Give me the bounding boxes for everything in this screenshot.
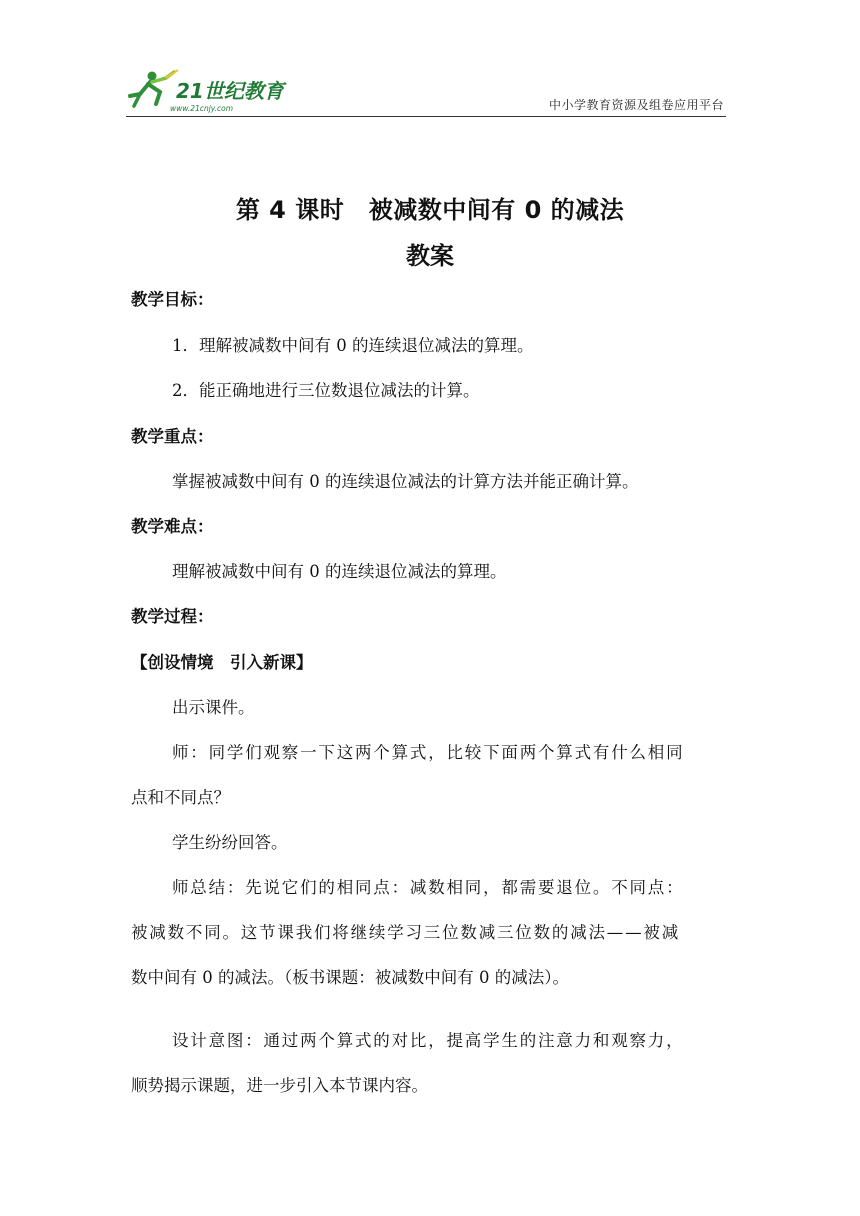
paragraph-4-line-1: 师总结：先说它们的相同点：减数相同，都需要退位。不同点： bbox=[172, 878, 685, 897]
logo-url: www.21cnjy.com bbox=[170, 104, 234, 113]
objectives-heading: 教学目标： bbox=[131, 290, 214, 309]
logo bbox=[126, 66, 296, 114]
document-subtitle: 教案 bbox=[406, 242, 454, 270]
objective-2: 2．能正确地进行三位数退位减法的计算。 bbox=[172, 381, 480, 400]
difficulty-heading: 教学难点： bbox=[131, 517, 214, 536]
paragraph-2-line-1: 师：同学们观察一下这两个算式，比较下面两个算式有什么相同 bbox=[172, 743, 685, 762]
logo-image bbox=[126, 66, 296, 114]
page-header bbox=[126, 66, 726, 117]
paragraph-4-line-2: 被减数不同。这节课我们将继续学习三位数减三位数的减法——被减 bbox=[131, 923, 680, 942]
platform-name: 中小学教育资源及组卷应用平台 bbox=[548, 98, 724, 112]
difficulty-text: 理解被减数中间有 0 的连续退位减法的算理。 bbox=[172, 562, 507, 581]
paragraph-1: 出示课件。 bbox=[172, 698, 255, 717]
section-heading: 【创设情境 引入新课】 bbox=[131, 653, 313, 672]
process-heading: 教学过程： bbox=[131, 607, 214, 626]
paragraph-3: 学生纷纷回答。 bbox=[172, 833, 288, 852]
paragraph-2-line-2: 点和不同点？ bbox=[131, 788, 230, 807]
paragraph-5-line-2: 顺势揭示课题，进一步引入本节课内容。 bbox=[131, 1076, 428, 1095]
key-heading: 教学重点： bbox=[131, 427, 214, 446]
logo-text: 21世纪教育 bbox=[176, 79, 284, 103]
objective-1: 1．理解被减数中间有 0 的连续退位减法的算理。 bbox=[172, 336, 534, 355]
paragraph-5-line-1: 设计意图：通过两个算式的对比，提高学生的注意力和观察力， bbox=[172, 1031, 685, 1050]
key-text: 掌握被减数中间有 0 的连续退位减法的计算方法并能正确计算。 bbox=[172, 472, 639, 491]
document-title: 第 4 课时 被减数中间有 0 的减法 bbox=[235, 196, 625, 224]
paragraph-4-line-3: 数中间有 0 的减法。（板书课题：被减数中间有 0 的减法）。 bbox=[131, 968, 569, 987]
